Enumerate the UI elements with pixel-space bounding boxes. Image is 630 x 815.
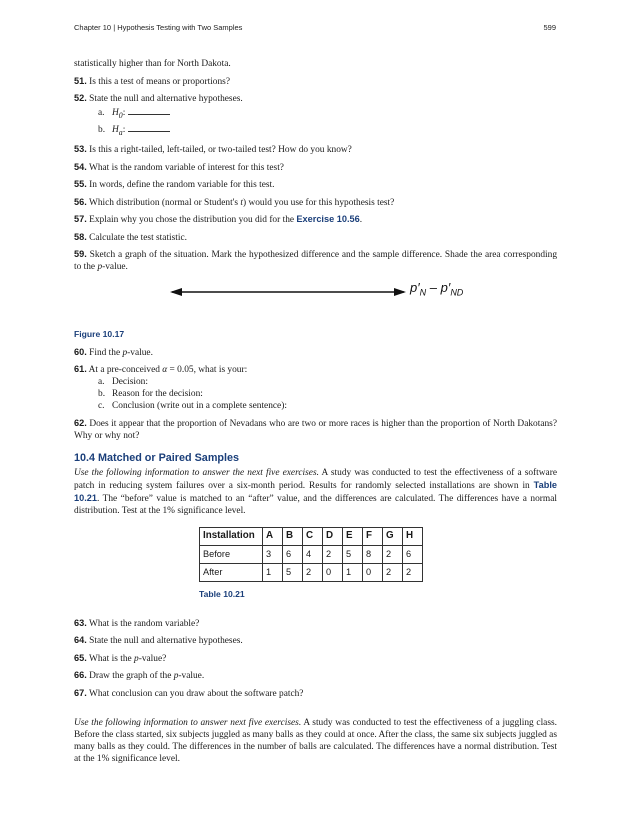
exercise-text: State the null and alternative hypotheses.: [89, 94, 243, 104]
list-item: a. Decision:: [98, 377, 148, 388]
decision-list: [98, 376, 557, 412]
exercise-link[interactable]: Exercise 10.56: [296, 214, 360, 225]
exercise-66: 66. Draw the graph of the p-value.: [74, 670, 205, 682]
exercise-62: 62. Does it appear that the proportion of Nevadans who are two or more races is higher than the proportion of North Dakotans? Why or why not?: [74, 417, 557, 441]
answer-blank[interactable]: [128, 105, 170, 115]
exercise-52: [74, 92, 557, 139]
data-table-wrapper: [199, 527, 557, 600]
exercise-53: 53. Is this a right-tailed, left-tailed, or two-tailed test? How do you know?: [74, 144, 352, 156]
table-row: After 1 5 2 0 1 0 2 2: [200, 563, 423, 581]
left-arrowhead: [170, 288, 182, 296]
exercise-61: 61. At a pre-conceived α = 0.05, what is your: a. Decision: b. Reason for the decision: c. Conclusion (write out in a complete sentence):: [74, 363, 557, 412]
exercise-58: 58. Calculate the test statistic.: [74, 231, 188, 243]
table-caption: Table 10.21: [199, 588, 245, 599]
axis-label: $p'_N - p'_{ND}$: [410, 279, 464, 298]
alternative-hypothesis-item: b. $H_a$:: [98, 122, 557, 139]
exercise-55: 55. In words, define the random variable for this test.: [74, 179, 275, 191]
hypotheses-list: [98, 105, 557, 139]
table-row: Before 3 6 4 2 5 8 2 6: [200, 545, 423, 563]
section-intro: Use the following information to answer the next five exercises. A study was conducted to test the effectiveness of a software patch in reducing system failures over a six-month period. Results for randomly selected installations are shown in Table 10.21. The “before” value is matched to an “after” value, and the differences are calculated. The differences have a normal distribution. Test at the 1% significance level.: [74, 467, 557, 516]
exercise-51: [74, 75, 557, 88]
page-content: [74, 58, 557, 765]
exercise-text: Is this a test of means or proportions?: [89, 76, 230, 87]
exercise-64: 64. State the null and alternative hypotheses.: [74, 635, 243, 647]
double-arrow-axis: [74, 278, 557, 318]
exercise-67: 67. What conclusion can you draw about the software patch?: [74, 687, 304, 699]
table-link[interactable]: Table 10.21: [74, 479, 557, 503]
running-header-chapter: Chapter 10 | Hypothesis Testing with Two Samples: [74, 23, 243, 32]
figure-caption: Figure 10.17: [74, 328, 125, 339]
null-hypothesis-item: a. $H_0$:: [98, 105, 557, 122]
right-arrowhead: [394, 288, 406, 296]
exercise-57: 57. Explain why you chose the distribution you did for the Exercise 10.56.: [74, 214, 363, 226]
answer-blank[interactable]: [128, 122, 170, 132]
section-title: 10.4 Matched or Paired Samples: [74, 451, 240, 464]
exercise-60: 60. Find the p-value.: [74, 346, 153, 358]
list-item: b. Reason for the decision:: [98, 389, 203, 400]
figure-number-line: [74, 278, 557, 318]
exercise-59: 59. Sketch a graph of the situation. Mark the hypothesized difference and the sample difference. Shade the area corresponding to the p-value.: [74, 249, 558, 273]
page-number: 599: [543, 23, 556, 32]
table-header-row: Installation A B C D E F G H: [200, 527, 423, 545]
intro-line: statistically higher than for North Dakota.: [74, 59, 231, 69]
exercise-63: 63. What is the random variable?: [74, 617, 200, 629]
exercise-56: 56. Which distribution (normal or Student's t) would you use for this hypothesis test?: [74, 196, 395, 208]
exercise-65: 65. What is the p-value?: [74, 652, 167, 664]
exercise-number: 52.: [74, 93, 87, 103]
closing-paragraph: Use the following information to answer next five exercises. A study was conducted to test the effectiveness of a juggling class. Before the class started, six subjects juggled as many balls as they could at once. After the class, the same six subjects juggled as many balls as they could. The differences in the number of balls are calculated. The differences have a normal distribution. Test at the 1% significance level.: [74, 718, 557, 765]
exercise-number: 51.: [74, 75, 87, 86]
data-table: [199, 527, 423, 582]
list-item: c. Conclusion (write out in a complete sentence):: [98, 401, 287, 412]
exercise-54: 54. What is the random variable of interest for this test?: [74, 161, 284, 173]
